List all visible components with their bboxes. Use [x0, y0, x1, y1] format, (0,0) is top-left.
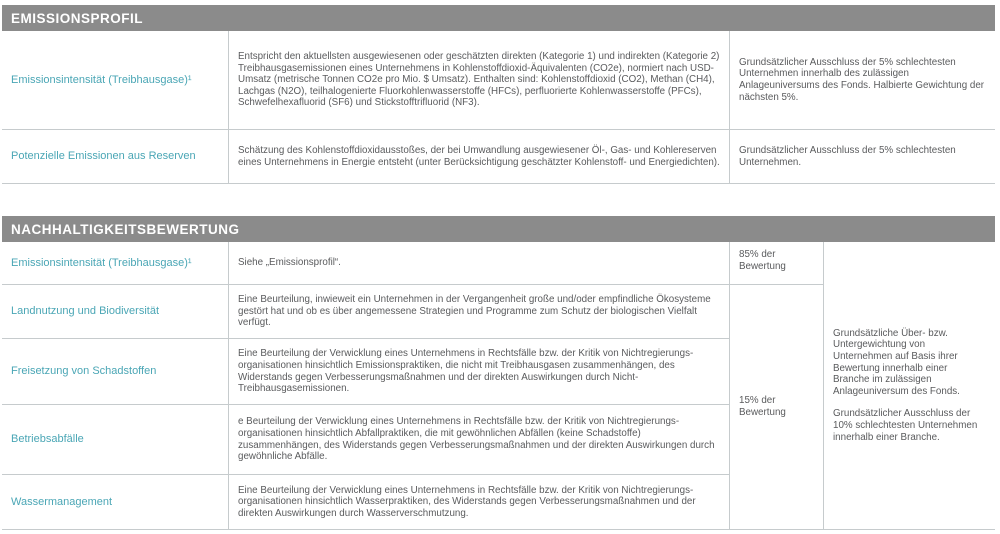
emissionsprofil-table: [2, 31, 995, 184]
rule-text: Grundsätzlicher Ausschluss der 5% schlechtesten Unternehmen innerhalb des zulässigen Anlageuniversums des Fonds. Halbierte Gewichtung der nächsten 5%.: [739, 56, 985, 103]
table-cell-description: [229, 242, 730, 285]
table-cell-label: [2, 242, 229, 285]
rule-paragraph-1: Grundsätzliche Über- bzw. Untergewichtung von Unternehmen auf Basis ihrer Bewertung innerhalb einer Branche im zulässigen Anlageuniversum des Fonds.: [833, 327, 960, 397]
weight-text: 85% der Bewertung: [739, 249, 786, 272]
table-cell-rule: [730, 130, 995, 184]
row-label-freisetzung: Freisetzung von Schadstoffen: [11, 365, 157, 377]
weight-text: 15% der Bewertung: [739, 395, 786, 418]
row-label-emissionsintensitaet: Emissionsintensität (Treibhausgase)¹: [11, 256, 192, 269]
rule-text: Grundsätzlicher Ausschluss der 5% schlechtesten Unternehmen.: [739, 144, 956, 168]
table-cell-label: [2, 405, 229, 475]
row-label-landnutzung: Landnutzung und Biodiversität: [11, 305, 159, 317]
description-text: Siehe „Emissionsprofil“.: [238, 257, 341, 269]
description-text: Entspricht den aktuellsten ausgewiesenen oder geschätzten direkten (Kategorie 1) und indirekten (Kategorie 2) Treibhausgasemissionen eines Unternehmens in Kohlenstoffdioxid-Äquivalenten (CO2e), normiert nach USD-Umsatz (metrische Tonnen CO2e pro Mio. $ Umsatz). Enthalten sind: Kohlenstoffdioxid (CO2), Methan (CH4), Lachgas (N2O), teilhalogenierte Fluorkohlenwasserstoffe (HFCs), perfluorierte Kohlenwasserstoffe (PFCs), Schwefelhexafluorid (SF6) und Stickstofftrifluorid (NF3).: [238, 51, 720, 109]
table-cell-description: [229, 405, 730, 475]
rule-paragraph-2: Grundsätzlicher Ausschluss der 10% schlechtesten Unternehmen innerhalb einer Branche.: [833, 408, 978, 443]
row-label-emissionsintensitaet: Emissionsintensität (Treibhausgase)¹: [11, 73, 192, 86]
table-cell-rule-merged: [824, 242, 995, 530]
table-cell-weight-15: [730, 285, 824, 530]
table-cell-description: [229, 475, 730, 530]
table-cell-label: [2, 339, 229, 405]
row-label-potenzielle-emissionen: Potenzielle Emissionen aus Reserven: [11, 150, 196, 162]
table-cell-label: [2, 31, 229, 130]
table-cell-description: [229, 130, 730, 184]
table-cell-description: [229, 339, 730, 405]
table-cell-weight-85: [730, 242, 824, 285]
description-text: Eine Beurteilung der Verwicklung eines Unternehmens in Rechtsfälle bzw. der Kritik von Nichtregierungs-organisationen hinsichtlich Wasserpraktiken, des Widerstands gegen Verbesserungsmaßnahmen und der direkten Auswirkungen durch Wasserverschmutzung.: [238, 484, 696, 519]
description-text: Eine Beurteilung der Verwicklung eines Unternehmens in Rechtsfälle bzw. der Kritik von Nichtregierungs-organisationen hinsichtlich Emissionspraktiken, die nicht mit Treibhausgasen zusammenhängen, des Widerstands gegen Verbesserungsmaßnahmen und der direkten Auswirkungen durch Nicht-Treibhausgasemissionen.: [238, 348, 694, 395]
row-label-betriebsabfaelle: Betriebsabfälle: [11, 433, 84, 445]
table-cell-label: [2, 285, 229, 339]
nachhaltigkeitsbewertung-header-bar: [2, 216, 995, 242]
description-text: e Beurteilung der Verwicklung eines Unternehmens in Rechtsfälle bzw. der Kritik von Nichtregierungs-organisationen hinsichtlich Abfallpraktiken, die mit gewöhnlichen Abfällen (keine Schadstoffe) zusammenhängen, des Widerstands gegen Verbesserungsmaßnahmen und der direkten Auswirkungen durch gewöhnliche Abfälle.: [238, 416, 715, 463]
table-cell-rule: [730, 31, 995, 130]
nachhaltigkeitsbewertung-title: NACHHALTIGKEITSBEWERTUNG: [11, 221, 240, 237]
nachhaltigkeitsbewertung-table: [2, 242, 995, 530]
description-text: Schätzung des Kohlenstoffdioxidausstoßes, der bei Umwandlung ausgewiesener Öl-, Gas- und Kohlereserven eines Unternehmens in Energie entsteht (unter Berücksichtigung geschätzter Kohlenstoff- und Energiedichten).: [238, 144, 720, 168]
emissionsprofil-title: EMISSIONSPROFIL: [11, 10, 144, 26]
emissionsprofil-header-bar: [2, 5, 995, 31]
row-label-wassermanagement: Wassermanagement: [11, 495, 113, 508]
table-cell-description: [229, 31, 730, 130]
table-cell-label: [2, 475, 229, 530]
section-nachhaltigkeitsbewertung: [2, 216, 995, 530]
table-cell-label: [2, 130, 229, 184]
table-cell-description: [229, 285, 730, 339]
description-text: Eine Beurteilung, inwieweit ein Unternehmen in der Vergangenheit große und/oder empfindliche Ökosysteme gestört hat und ob es über angemessene Strategien und Programme zum Schutz der biologischen Vielfalt verfügt.: [238, 294, 711, 329]
section-emissionsprofil: [2, 5, 995, 184]
